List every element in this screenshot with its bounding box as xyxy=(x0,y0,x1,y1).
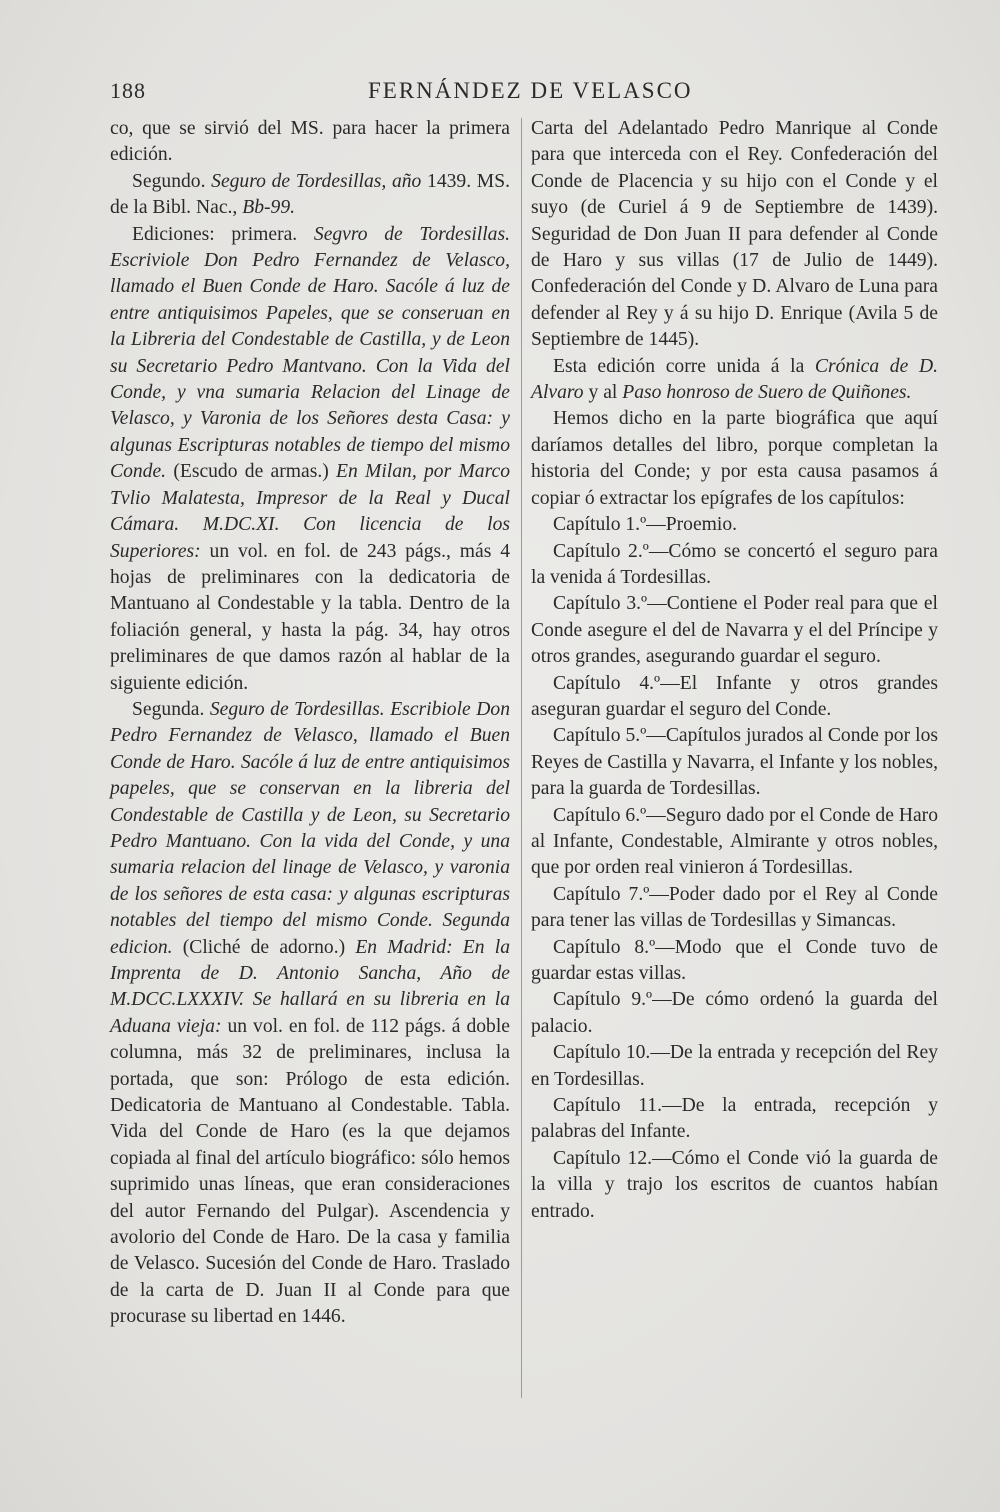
text-run: Carta del Adelantado Pedro Manrique al Conde para que interceda con el Rey. Confederación del Conde de Placencia y su hijo con el Conde y el suyo (de Curiel á 9 de Septiembre de 1439). Seguridad de Don Juan II para defender al Conde de Haro y sus villas (17 de Julio de 1449). Confederación del Conde y D. Alvaro de Luna para defender al Rey y á su hijo D. Enrique (Avila 5 de Septiembre de 1445). xyxy=(531,118,938,351)
text-run: Capítulo 5.º—Capítulos jurados al Conde por los Reyes de Castilla y Navarra, el Infante y los nobles, para la guarda de Tordesillas. xyxy=(531,725,938,800)
left-text-column xyxy=(110,116,510,1331)
text-run: Ediciones: primera. xyxy=(132,223,314,245)
running-head: FERNÁNDEZ DE VELASCO xyxy=(368,78,693,103)
text-run: 1439. MS. de la Bibl. Nac., xyxy=(110,170,510,219)
paragraph xyxy=(531,803,938,882)
italic-text: Paso honroso de Suero de Quiñones. xyxy=(622,382,912,404)
text-run: Capítulo 1.º—Proemio. xyxy=(553,514,738,536)
text-run: Capítulo 8.º—Modo que el Conde tuvo de guardar estas villas. xyxy=(531,936,938,984)
italic-text: Seguro de Tordesillas. Escribiole Don Pedro Fernandez de Velasco, llamado el Buen Conde de Haro. Sacóle á luz de entre antiquisimos papeles, que se conservan en la libreria del Condestable de Castilla y de Leon, su Secretario Pedro Mantuano. Con la vida del Conde, y una sumaria relacion del linage de Velasco, y varonia de los señores de esta casa: y algunas escripturas notables del tiempo del mismo Conde. Segunda edicion. xyxy=(110,698,510,958)
paragraph xyxy=(531,1093,938,1146)
text-run: Hemos dicho en la parte biográfica que aquí daríamos detalles del libro, porque completan la historia del Conde; y por esta causa pasamos á copiar ó extractar los epígrafes de los capítulos: xyxy=(531,408,938,509)
text-run: (Cliché de adorno.) xyxy=(172,936,356,958)
italic-text: Crónica de D. Alvaro xyxy=(531,355,938,404)
text-run: Capítulo 11.—De la entrada, recepción y palabras del Infante. xyxy=(531,1095,938,1143)
paragraph xyxy=(531,1146,938,1225)
paragraph xyxy=(531,591,938,670)
paragraph xyxy=(531,539,938,592)
text-run: Segundo. xyxy=(132,170,212,192)
italic-text: Seguro de Tordesillas, año xyxy=(211,170,422,192)
text-run: un vol. en fol. de 112 págs. á doble columna, más 32 de preliminares, inclusa la portada, que son: Prólogo de esta edición. Dedicatoria de Mantuano al Condestable. Tabla. Vida del Conde de Haro (es la que dejamos copiada al final del artículo biográfico: sólo hemos suprimido unas líneas, que eran consideraciones del autor Fernando del Pulgar). Ascendencia y avolorio del Conde de Haro. De la casa y familia de Velasco. Sucesión del Conde de Haro. Traslado de la carta de D. Juan II al Conde para que procurase su libertad en 1446. xyxy=(110,1015,510,1328)
paragraph xyxy=(531,354,938,407)
paragraph xyxy=(531,512,938,538)
paragraph xyxy=(531,116,938,354)
text-run: Esta edición corre unida á la xyxy=(553,355,815,377)
paragraph xyxy=(110,116,510,169)
column-divider xyxy=(521,118,522,1398)
paragraph xyxy=(110,697,510,1331)
paragraph xyxy=(110,169,510,222)
paragraph xyxy=(531,987,938,1040)
text-run: Capítulo 6.º—Seguro dado por el Conde de Haro al Infante, Condestable, Almirante y otros nobles, que por orden real vinieron á Tordesillas. xyxy=(531,804,938,879)
text-run: Capítulo 9.º—De cómo ordenó la guarda del palacio. xyxy=(531,989,938,1037)
paragraph xyxy=(531,671,938,724)
text-run: Capítulo 10.—De la entrada y recepción del Rey en Tordesillas. xyxy=(531,1042,938,1090)
paragraph xyxy=(110,222,510,697)
paragraph xyxy=(531,723,938,802)
text-run: Segunda. xyxy=(132,698,210,720)
page-header xyxy=(110,78,693,112)
right-text-column xyxy=(531,116,938,1225)
text-run: Capítulo 4.º—El Infante y otros grandes aseguran guardar el seguro del Conde. xyxy=(531,672,938,720)
text-run: (Escudo de armas.) xyxy=(166,461,337,483)
paragraph xyxy=(531,935,938,988)
text-run: y al xyxy=(583,382,623,404)
paragraph xyxy=(531,1040,938,1093)
paragraph xyxy=(531,406,938,512)
italic-text: Bb-99. xyxy=(242,197,296,219)
page-number: 188 xyxy=(110,78,146,103)
text-run: Capítulo 7.º—Poder dado por el Rey al Conde para tener las villas de Tordesillas y Simancas. xyxy=(531,883,938,932)
text-run: Capítulo 3.º—Contiene el Poder real para que el Conde asegure el del de Navarra y el del Príncipe y otros grandes, asegurando guardar el seguro. xyxy=(531,593,938,668)
text-run: co, que se sirvió del MS. para hacer la primera edición. xyxy=(110,118,510,166)
italic-text: Segvro de Tordesillas. Escriviole Don Pedro Fernandez de Velasco, llamado el Buen Conde de Haro. Sacóle á luz de entre antiquisimos Papeles, que se conseruan en la Libreria del Condestable de Castilla, y de Leon su Secretario Pedro Mantvano. Con la Vida del Conde, y vna sumaria Relacion del Linage de Velasco, y Varonia de los Señores desta Casa: y algunas Escripturas notables de tiempo del mismo Conde. xyxy=(110,223,510,483)
paragraph xyxy=(531,882,938,935)
italic-text: En Milan, por Marco Tvlio Malatesta, Impresor de la Real y Ducal Cámara. M.DC.XI. Con licencia de los Superiores: xyxy=(110,461,510,562)
text-run: Capítulo 2.º—Cómo se concertó el seguro para la venida á Tordesillas. xyxy=(531,540,938,588)
text-run: Capítulo 12.—Cómo el Conde vió la guarda de la villa y trajo los escritos de cuantos habían entrado. xyxy=(531,1147,938,1222)
text-run: un vol. en fol. de 243 págs., más 4 hojas de preliminares con la dedicatoria de Mantuano al Condestable y la tabla. Dentro de la foliación general, y hasta la pág. 34, hay otros preliminares de que damos razón al hablar de la siguiente edición. xyxy=(110,540,510,694)
italic-text: En Madrid: En la Imprenta de D. Antonio Sancha, Año de M.DCC.LXXXIV. Se hallará en su libreria en la Aduana vieja: xyxy=(110,936,510,1037)
